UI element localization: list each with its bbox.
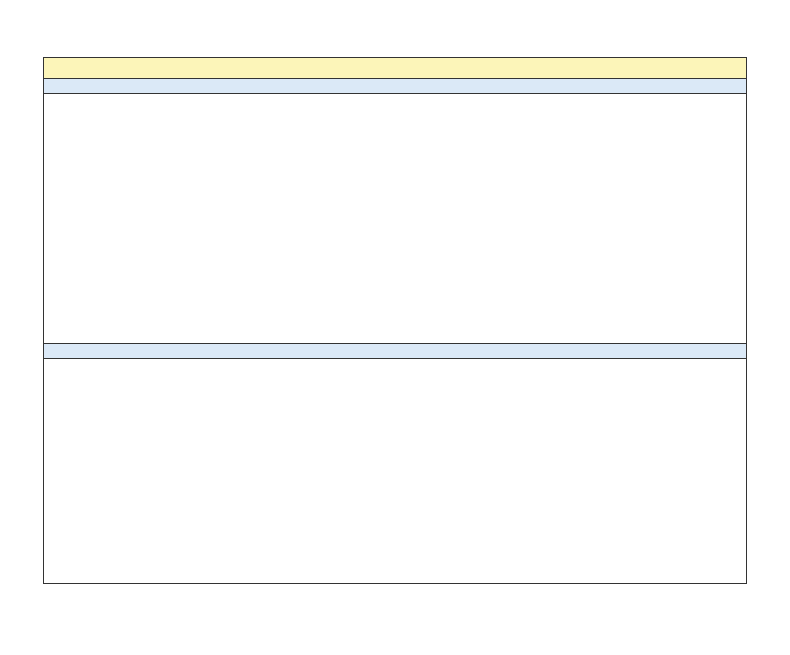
- top-header-row: [44, 79, 746, 94]
- bottom-header-row: [44, 343, 746, 359]
- top-section: [44, 79, 746, 344]
- page-title: [44, 58, 746, 79]
- bottom-section: [44, 343, 746, 583]
- checklist-sheet: [43, 57, 747, 584]
